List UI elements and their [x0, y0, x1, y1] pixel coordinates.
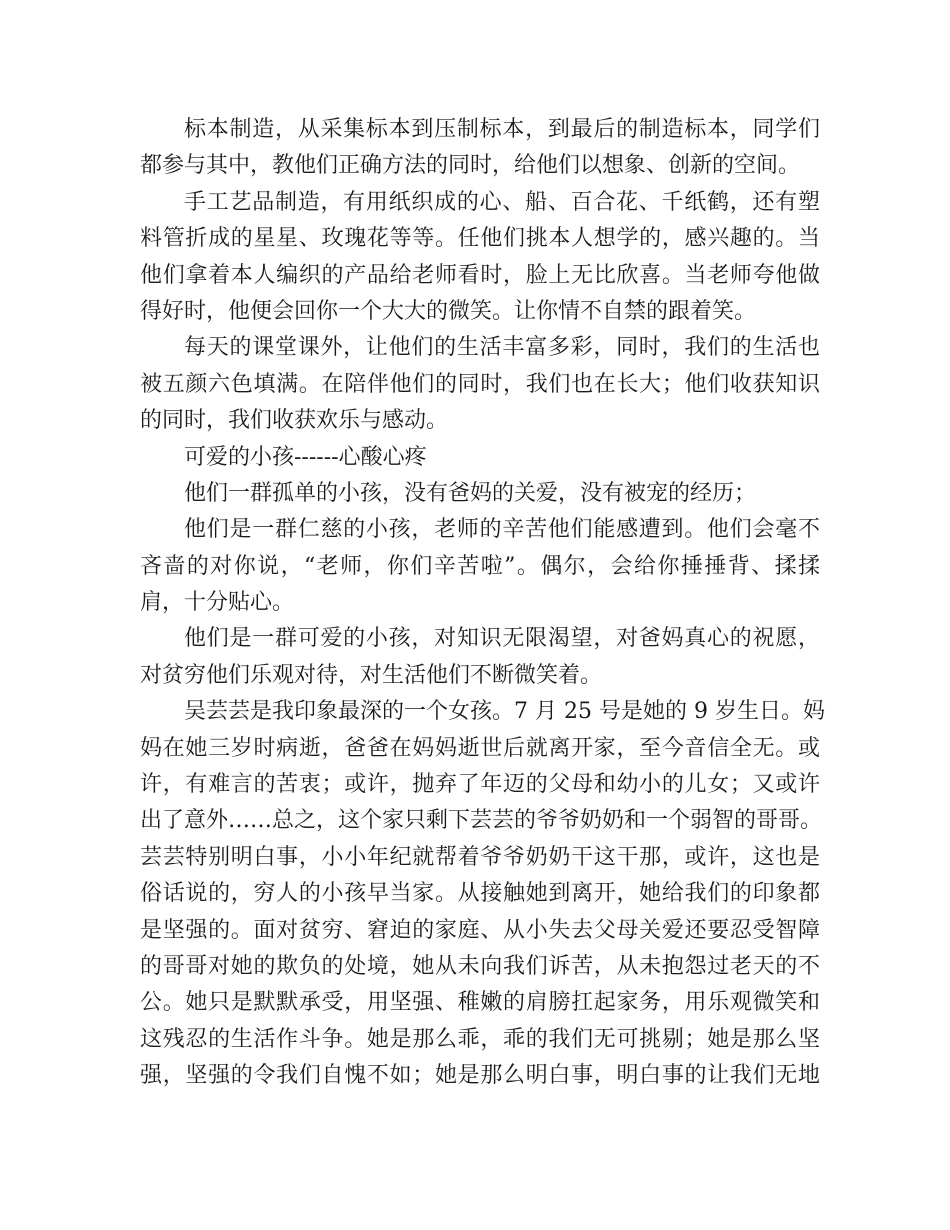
text-line: 他们拿着本人编织的产品给老师看时，脸上无比欣喜。当老师夸他做 [140, 262, 820, 288]
text-line: 被五颜六色填满。在陪伴他们的同时，我们也在长大；他们收获知识 [140, 371, 820, 397]
text-line: 得好时，他便会回你一个大大的微笑。让你情不自禁的跟着笑。 [140, 298, 757, 324]
text-line: 的同时，我们收获欢乐与感动。 [140, 408, 449, 434]
text-line: 是坚强的。面对贫穷、窘迫的家庭、从小失去父母关爱还要忍受智障 [140, 917, 820, 943]
text-line: 俗话说的，穷人的小孩早当家。从接触她到离开，她给我们的印象都 [140, 881, 820, 907]
text-line: 吝啬的对你说，“老师，你们辛苦啦”。偶尔，会给你捶捶背、揉揉 [140, 553, 820, 579]
text-line: 妈在她三岁时病逝，爸爸在妈妈逝世后就离开家，至今音信全无。或 [140, 735, 820, 761]
text-line: 他们是一群可爱的小孩，对知识无限渴望，对爸妈真心的祝愿， [184, 626, 820, 652]
text-line: 手工艺品制造，有用纸织成的心、船、百合花、千纸鹤，还有塑 [184, 189, 820, 215]
text-line: 这残忍的生活作斗争。她是那么乖，乖的我们无可挑剔；她是那么坚 [140, 1026, 820, 1052]
text-line: 标本制造，从采集标本到压制标本，到最后的制造标本，同学们 [184, 117, 820, 142]
text-line: 都参与其中，教他们正确方法的同时，给他们以想象、创新的空间。 [140, 153, 801, 179]
document-body [140, 112, 825, 1095]
text-line: 公。她只是默默承受，用坚强、稚嫩的肩膀扛起家务，用乐观微笑和 [140, 990, 820, 1016]
text-line: 许，有难言的苦衷；或许，抛弃了年迈的父母和幼小的儿女；又或许 [140, 772, 820, 798]
text-line: 对贫穷他们乐观对待，对生活他们不断微笑着。 [140, 662, 603, 688]
text-line: 的哥哥对她的欺负的处境，她从未向我们诉苦，从未抱怨过老天的不 [140, 953, 820, 979]
text-line: 吴芸芸是我印象最深的一个女孩。7 月 25 号是她的 9 岁生日。妈 [184, 699, 825, 725]
text-line: 他们一群孤单的小孩，没有爸妈的关爱，没有被宠的经历； [184, 480, 757, 506]
text-line: 肩，十分贴心。 [140, 590, 295, 616]
text-line: 料管折成的星星、玫瑰花等等。任他们挑本人想学的，感兴趣的。当 [140, 226, 820, 252]
text-line: 每天的课堂课外，让他们的生活丰富多彩，同时，我们的生活也 [184, 335, 820, 361]
text-line: 可爱的小孩------心酸心疼 [184, 444, 427, 470]
text-line: 出了意外……总之，这个家只剩下芸芸的爷爷奶奶和一个弱智的哥哥。 [140, 808, 823, 834]
text-line: 芸芸特别明白事，小小年纪就帮着爷爷奶奶干这干那，或许，这也是 [140, 844, 820, 870]
text-line: 强，坚强的令我们自愧不如；她是那么明白事，明白事的让我们无地 [140, 1063, 820, 1089]
text-line: 他们是一群仁慈的小孩，老师的辛苦他们能感遭到。他们会毫不 [184, 517, 820, 543]
